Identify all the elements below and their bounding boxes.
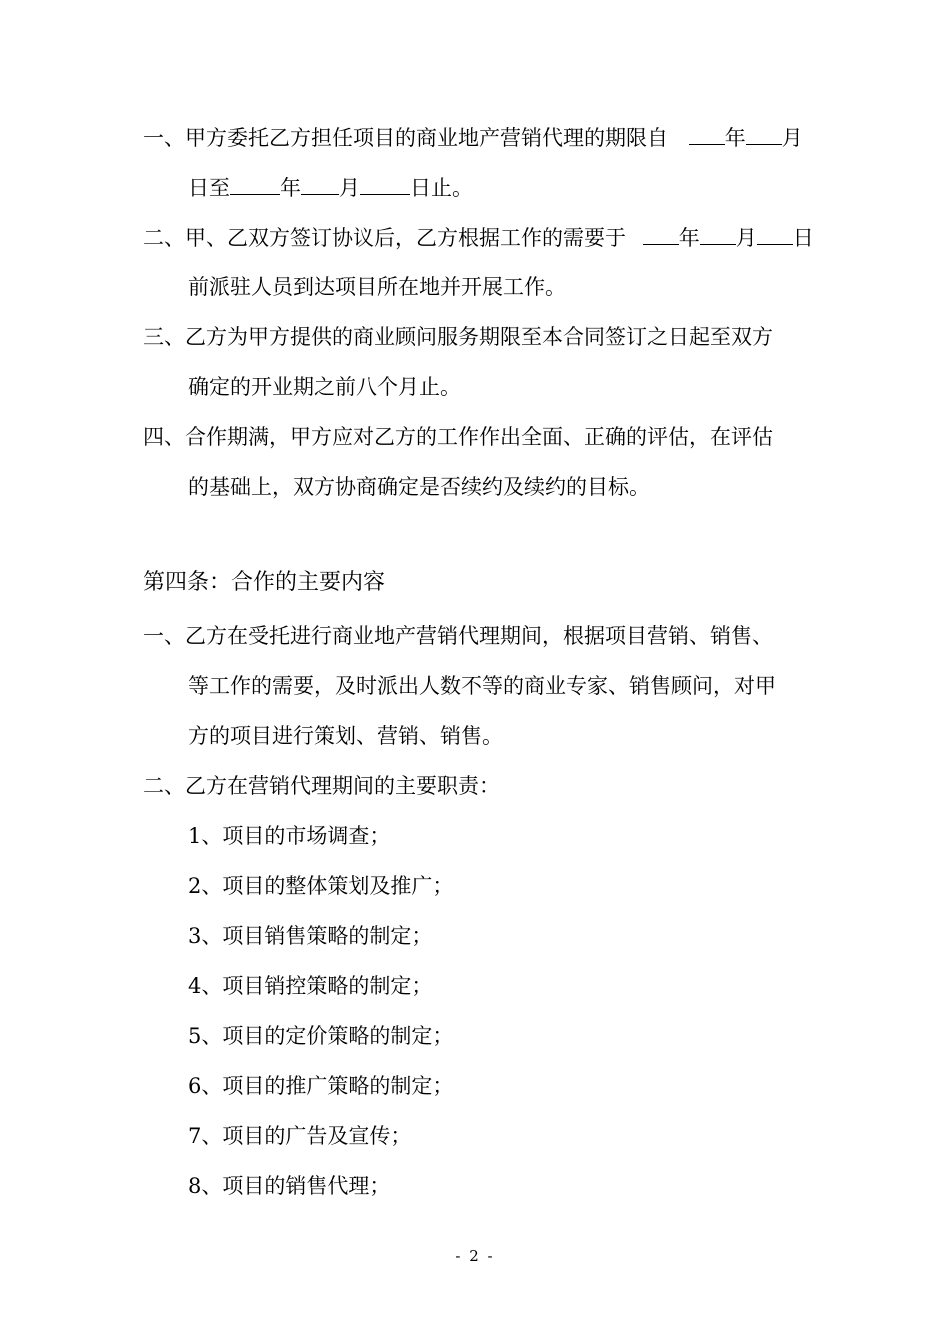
clause-3-3-line-1: 三、乙方为甲方提供的商业顾问服务期限至本合同签订之日起至双方 [143,325,773,349]
year-label: 年 [724,126,746,150]
year-label: 年 [678,226,700,250]
blank-month [746,122,782,145]
clause-4-1-line-2: 等工作的需要，及时派出人数不等的商业专家、销售顾问，对甲 [188,674,776,698]
blank-month [700,222,736,245]
clause-3-1-line-2 [188,172,473,203]
page-number: - 2 - [455,1247,495,1265]
duty-item: 4、项目销控策略的制定； [188,974,433,998]
clause-4-1-line-3: 方的项目进行策划、营销、销售。 [188,724,503,748]
duty-item: 2、项目的整体策划及推广； [188,874,454,898]
duty-item: 5、项目的定价策略的制定； [188,1024,454,1048]
clause-4-1-line-1: 一、乙方在受托进行商业地产营销代理期间，根据项目营销、销售、 [143,624,773,648]
clause-3-2-line-1 [143,222,814,253]
clause-4-2: 二、乙方在营销代理期间的主要职责： [143,774,500,798]
duty-item: 3、项目销售策略的制定； [188,924,433,948]
clause-3-4-line-1: 四、合作期满，甲方应对乙方的工作作出全面、正确的评估，在评估 [143,425,773,449]
month-label: 月 [735,226,757,250]
duty-item: 7、项目的广告及宣传； [188,1124,412,1148]
blank-day-end [360,172,410,195]
month-label: 月 [781,126,803,150]
month-label: 月 [339,176,360,200]
blank-year [689,122,725,145]
clause-3-2-line-2: 前派驻人员到达项目所在地并开展工作。 [188,275,566,299]
clause-3-4-line-2: 的基础上，双方协商确定是否续约及续约的目标。 [188,475,650,499]
blank-day [757,222,793,245]
section-heading: 第四条：合作的主要内容 [143,570,386,595]
blank-year-end [230,172,280,195]
day-label: 日 [792,226,814,250]
duty-item: 1、项目的市场调查； [188,824,391,848]
year-label: 年 [280,176,301,200]
day-end-label: 日止。 [410,176,473,200]
duty-item: 8、项目的销售代理； [188,1174,391,1198]
day-to-label: 日至 [188,176,230,200]
clause-3-1-line-1 [143,122,803,153]
duty-item: 6、项目的推广策略的制定； [188,1074,454,1098]
clause-3-3-line-2: 确定的开业期之前八个月止。 [188,375,461,399]
blank-month-end [301,172,339,195]
clause-text: 一、甲方委托乙方担任项目的商业地产营销代理的期限自 [143,126,668,150]
blank-year [643,222,679,245]
clause-text: 二、甲、乙双方签订协议后，乙方根据工作的需要于 [143,226,626,250]
